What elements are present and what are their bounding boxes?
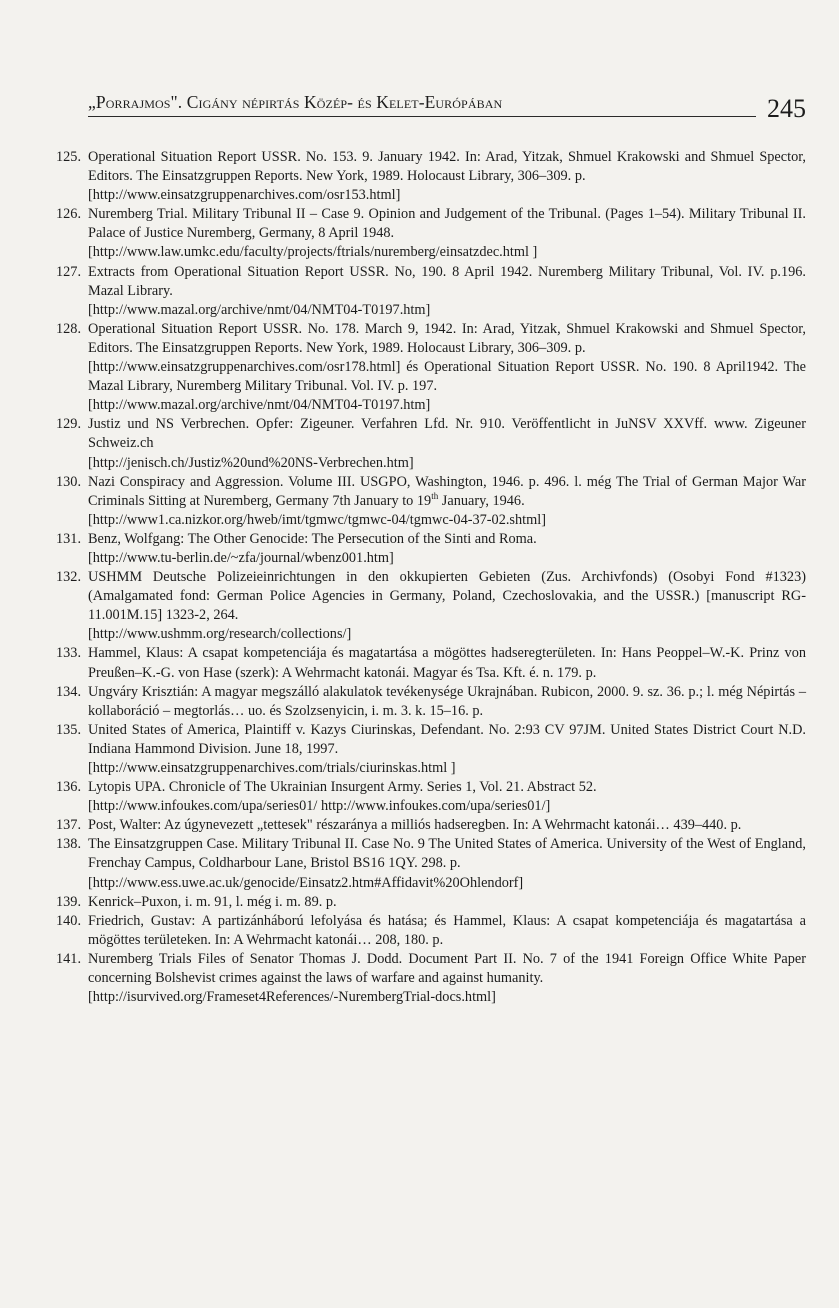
reference-item xyxy=(56,263,806,320)
reference-url: [http://www.einsatzgruppenarchives.com/osr153.html] xyxy=(88,187,401,204)
reference-url: [http://www1.ca.nizkor.org/hweb/imt/tgmwc/tgmwc-04/tgmwc-04-37-02.shtml] xyxy=(88,511,546,528)
reference-url: [http://www.ess.uwe.ac.uk/genocide/Einsatz2.htm#Affidavit%20Ohlendorf] xyxy=(88,874,524,891)
reference-text: Nazi Conspiracy and Aggression. Volume III. USGPO, Washington, 1946. p. 496. l. még The Trial of German Major War Criminals Sitting at Nuremberg, Germany 7th January to 19th January, 1946. xyxy=(88,473,806,509)
reference-text: Operational Situation Report USSR. No. 153. 9. January 1942. In: Arad, Yitzak, Shmuel Krakowski and Shmuel Spector, Editors. The Einsatzgruppen Reports. New York, 1989. Holocaust Library, 306–309. p. xyxy=(88,149,806,185)
reference-number: 127. xyxy=(56,263,82,280)
reference-item xyxy=(56,950,806,1007)
reference-number: 135. xyxy=(56,721,82,738)
reference-number: 128. xyxy=(56,320,82,337)
reference-url: [http://www.law.umkc.edu/faculty/projects/ftrials/nuremberg/einsatzdec.html ] xyxy=(88,244,538,261)
reference-item xyxy=(56,320,806,415)
reference-url: [http://www.tu-berlin.de/~zfa/journal/wbenz001.htm] xyxy=(88,549,394,566)
header-rule xyxy=(88,116,756,117)
reference-item xyxy=(56,568,806,644)
reference-number: 141. xyxy=(56,950,82,967)
reference-text: The Einsatzgruppen Case. Military Tribunal II. Case No. 9 The United States of America. University of the West of England, Frenchay Campus, Coldharbour Lane, Bristol BS16 1QY. 298. p. xyxy=(88,836,806,872)
reference-item xyxy=(56,683,806,721)
reference-text: Kenrick–Puxon, i. m. 91, l. még i. m. 89. p. xyxy=(88,893,337,910)
reference-text: Justiz und NS Verbrechen. Opfer: Zigeuner. Verfahren Lfd. Nr. 910. Veröffentlicht in JuNSV XXVff. www. Zigeuner Schweiz.ch xyxy=(88,416,806,452)
reference-url: [http://www.ushmm.org/research/collections/] xyxy=(88,626,352,643)
reference-url: [http://www.einsatzgruppenarchives.com/trials/ciurinskas.html ] xyxy=(88,760,456,776)
reference-url: [http://www.mazal.org/archive/nmt/04/NMT04-T0197.htm] xyxy=(88,397,431,414)
reference-number: 136. xyxy=(56,779,82,796)
reference-text: Friedrich, Gustav: A partizánháború lefolyása és hatása; és Hammel, Klaus: A csapat kompetenciája és magatartása a mögöttes területeken. In: A Wehrmacht katonái… 208, 180. p. xyxy=(88,912,806,948)
reference-text: Nuremberg Trials Files of Senator Thomas J. Dodd. Document Part II. No. 7 of the 1941 Foreign Office White Paper concerning Bolshevist crimes against the laws of warfare and against humanity. xyxy=(88,950,806,987)
reference-text: Benz, Wolfgang: The Other Genocide: The Persecution of the Sinti and Roma. xyxy=(88,530,537,547)
reference-item xyxy=(56,530,806,568)
reference-number: 129. xyxy=(56,416,82,433)
reference-url: [http://www.einsatzgruppenarchives.com/osr178.html] és Operational Situation Report USSR. No. 190. 8 April1942. The Mazal Library, Nuremberg Military Tribunal. Vol. IV. p. 197. xyxy=(88,359,806,395)
reference-text: Extracts from Operational Situation Report USSR. No, 190. 8 April 1942. Nuremberg Military Tribunal, Vol. IV. p.196. Mazal Library. xyxy=(88,263,806,299)
reference-item xyxy=(56,816,806,835)
reference-item xyxy=(56,778,806,816)
reference-item xyxy=(56,205,806,262)
reference-number: 133. xyxy=(56,645,82,662)
reference-number: 130. xyxy=(56,473,82,490)
reference-number: 131. xyxy=(56,530,82,547)
reference-number: 138. xyxy=(56,836,82,853)
reference-number: 139. xyxy=(56,893,82,910)
reference-text: Lytopis UPA. Chronicle of The Ukrainian Insurgent Army. Series 1, Vol. 21. Abstract 52. xyxy=(88,779,597,796)
reference-list xyxy=(56,148,806,1007)
reference-text: Nuremberg Trial. Military Tribunal II – Case 9. Opinion and Judgement of the Tribunal. (Pages 1–54). Military Tribunal II. Palace of Justice Nuremberg, Germany, 8 April 1948. xyxy=(88,206,806,242)
reference-url: [http://jenisch.ch/Justiz%20und%20NS-Verbrechen.htm] xyxy=(88,454,414,471)
reference-item xyxy=(56,473,806,530)
running-header-title: „Porrajmos". Cigány népirtás Közép- és Kelet-Európában xyxy=(88,92,503,112)
reference-text: Post, Walter: Az úgynevezett „tettesek" részaránya a milliós hadseregben. In: A Wehrmacht katonái… 439–440. p. xyxy=(88,817,742,834)
reference-item xyxy=(56,835,806,892)
reference-number: 140. xyxy=(56,912,82,929)
reference-text: Hammel, Klaus: A csapat kompetenciája és magatartása a mögöttes hadseregterületen. In: Hans Peoppel–W.-K. Prinz von Preußen–K.-G. von Hase (szerk): A Wehrmacht katonái. Magyar és Tsa. Kft. é. n. 179. p. xyxy=(88,645,806,681)
reference-number: 132. xyxy=(56,569,82,586)
page-number: 245 xyxy=(767,94,806,123)
running-header xyxy=(88,88,806,128)
reference-item xyxy=(56,912,806,950)
reference-item xyxy=(56,644,806,682)
reference-url: [http://www.mazal.org/archive/nmt/04/NMT04-T0197.htm] xyxy=(88,301,431,318)
reference-item xyxy=(56,415,806,472)
reference-text: Ungváry Krisztián: A magyar megszálló alakulatok tevékenysége Ukrajnában. Rubicon, 2000. 9. sz. 36. p.; l. még Népirtás – kollaboráció – megtorlás… uo. és Szolzsenyicin, i. m. 3. k. 15–16. p. xyxy=(88,683,806,719)
reference-number: 126. xyxy=(56,206,82,223)
reference-text: United States of America, Plaintiff v. Kazys Ciurinskas, Defendant. No. 2:93 CV 97JM. United States District Court N.D. Indiana Hammond Division. June 18, 1997. xyxy=(88,721,806,757)
reference-item xyxy=(56,148,806,205)
reference-number: 137. xyxy=(56,817,82,834)
reference-text: Operational Situation Report USSR. No. 178. March 9, 1942. In: Arad, Yitzak, Shmuel Krakowski and Shmuel Spector, Editors. The Einsatzgruppen Reports. New York, 1989. Holocaust Library, 306–309. p. xyxy=(88,320,806,356)
reference-url: [http://isurvived.org/Frameset4References/-NurembergTrial-docs.html] xyxy=(88,989,496,1006)
reference-text: USHMM Deutsche Polizeieinrichtungen in den okkupierten Gebieten (Zus. Archivfonds) (Osobyi Fond #1323) (Amalgamated fond: German Police Agencies in Germany, Poland, Czechoslovakia, and the USSR.) [manuscript RG-11.001M.15] 1323-2, 264. xyxy=(88,569,806,624)
reference-item xyxy=(56,721,806,778)
reference-number: 125. xyxy=(56,149,82,165)
reference-item xyxy=(56,893,806,912)
reference-url: [http://www.infoukes.com/upa/series01/ http://www.infoukes.com/upa/series01/] xyxy=(88,798,551,815)
reference-number: 134. xyxy=(56,683,82,700)
